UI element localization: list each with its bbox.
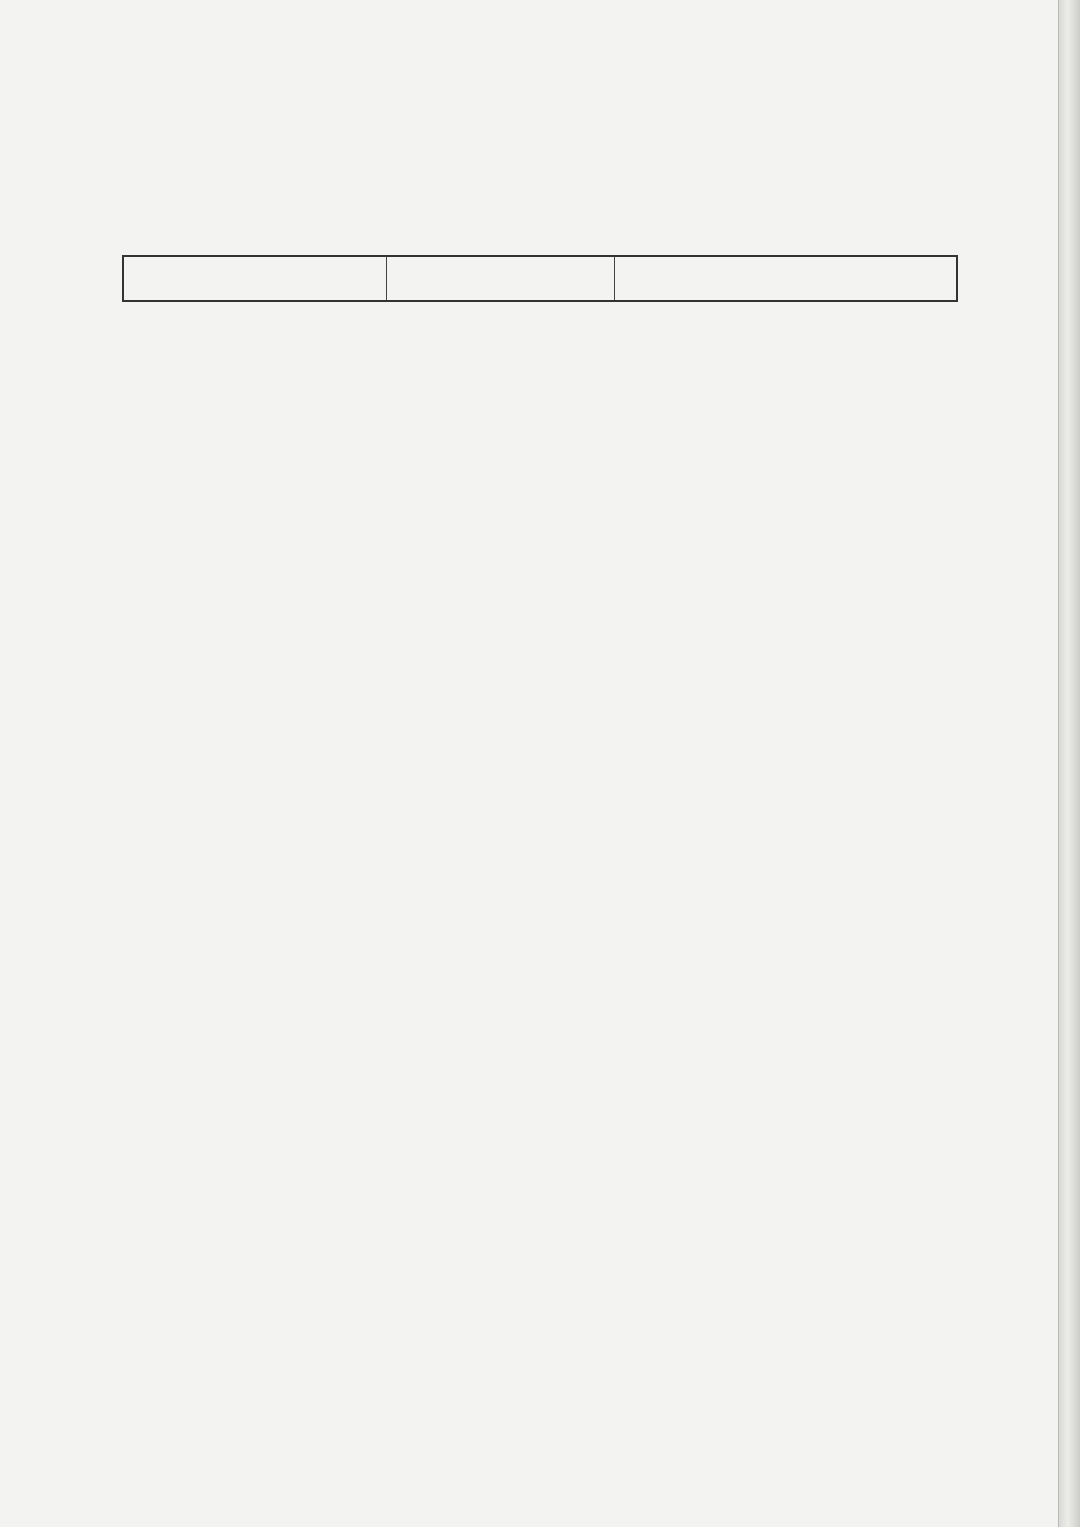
section-6-1-3 [122,170,962,200]
table-caption [122,222,962,241]
page-binding-edge [1058,0,1080,1527]
page-content [122,170,962,322]
header-total [123,256,387,301]
header-female-group [615,256,957,301]
toilet-stall-table [122,255,958,302]
header-male-group [387,256,615,301]
